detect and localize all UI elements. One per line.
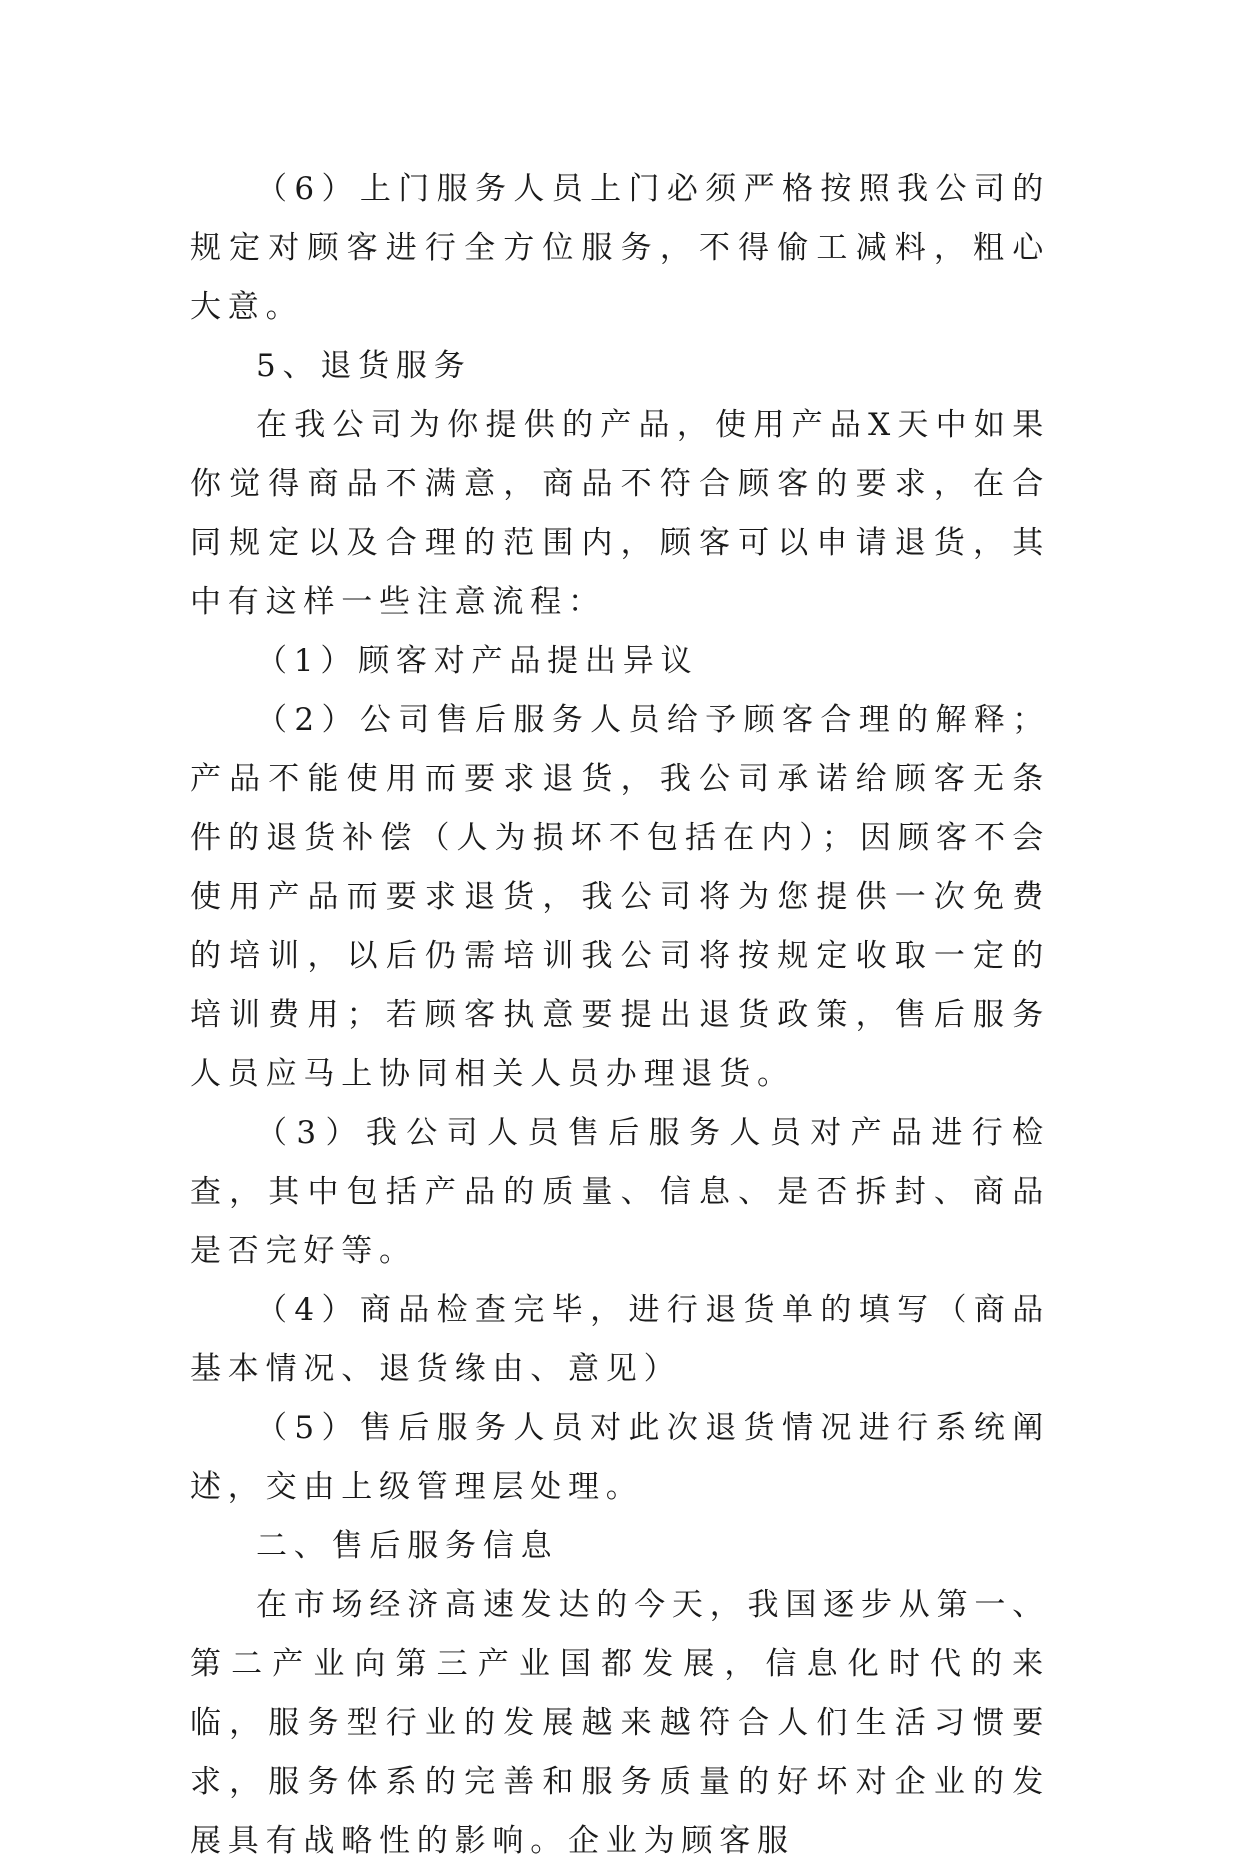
paragraph-return-intro: 在我公司为你提供的产品，使用产品X天中如果你觉得商品不满意，商品不符合顾客的要求，在合同规定以及合理的范围内，顾客可以申请退货，其中有这样一些注意流程： xyxy=(190,407,1050,620)
paragraph-after-sales-info-body: 在市场经济高速发达的今天，我国逐步从第一、第二产业向第三产业国都发展，信息化时代的来临，服务型行业的发展越来越符合人们生活习惯要求，服务体系的完善和服务质量的好坏对企业的发展具有战略性的影响。企业为顾客服 xyxy=(190,1587,1050,1859)
paragraph-return-step-4: （4）商品检查完毕，进行退货单的填写（商品基本情况、退货缘由、意见） xyxy=(190,1292,1050,1387)
section-heading-return-service: 5、退货服务 xyxy=(256,348,472,384)
document-body xyxy=(190,160,1050,1871)
paragraph-return-step-3: （3）我公司人员售后服务人员对产品进行检查，其中包括产品的质量、信息、是否拆封、商品是否完好等。 xyxy=(190,1115,1050,1269)
paragraph-return-step-1: （1）顾客对产品提出异议 xyxy=(256,643,699,679)
paragraph-return-step-5: （5）售后服务人员对此次退货情况进行系统阐述，交由上级管理层处理。 xyxy=(190,1410,1050,1505)
paragraph-return-step-2: （2）公司售后服务人员给予顾客合理的解释；产品不能使用而要求退货，我公司承诺给顾客无条件的退货补偿（人为损坏不包括在内）；因顾客不会使用产品而要求退货，我公司将为您提供一次免费的培训，以后仍需培训我公司将按规定收取一定的培训费用；若顾客执意要提出退货政策，售后服务人员应马上协同相关人员办理退货。 xyxy=(190,702,1050,1092)
section-heading-after-sales-info: 二、售后服务信息 xyxy=(256,1528,559,1564)
paragraph-onsite-service-rule: （6）上门服务人员上门必须严格按照我公司的规定对顾客进行全方位服务，不得偷工减料，粗心大意。 xyxy=(190,171,1050,325)
